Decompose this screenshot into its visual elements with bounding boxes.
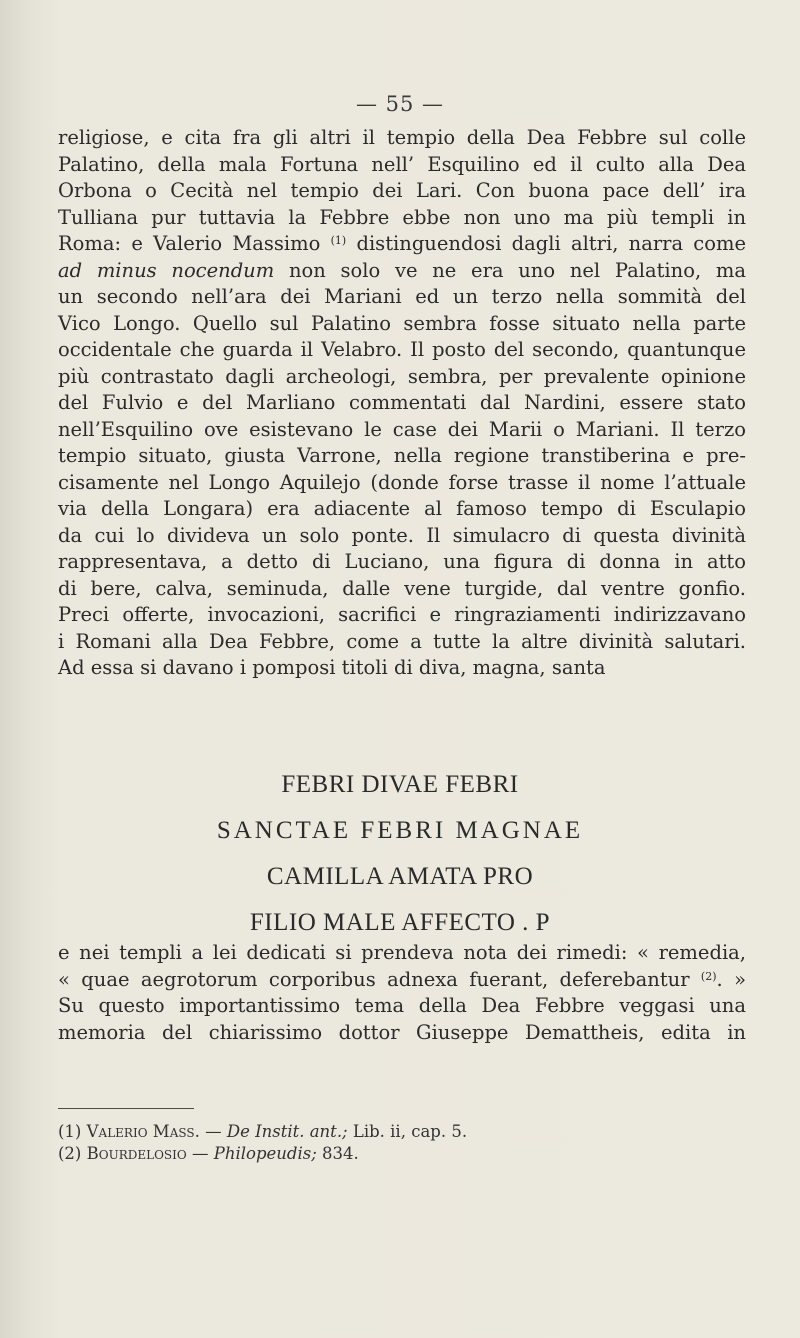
- footnote-dash: —: [186, 1144, 214, 1163]
- text-line: del Fulvio e del Marliano commentati dal Nardini, essere stato: [58, 391, 746, 414]
- text-line: [58, 967, 746, 994]
- footnote-marker: (1): [58, 1122, 82, 1141]
- text-segment: « quae aegrotorum corporibus adnexa fuerant, deferebantur: [58, 967, 701, 991]
- text-line: religiose, e cita fra gli altri il tempio della Dea Febbre sul colle: [58, 126, 746, 149]
- footnote-marker: (2): [58, 1144, 82, 1163]
- footnote-1: [58, 1121, 746, 1143]
- text-line: Ad essa si davano i pomposi titoli di diva, magna, santa: [58, 656, 606, 679]
- inscription-line: FILIO MALE AFFECTO . P: [249, 909, 551, 936]
- text-line: tempio situato, giusta Varrone, nella regione transtiberina e pre-: [58, 444, 746, 467]
- footnote-ref-text: Lib. ii, cap. 5.: [347, 1122, 468, 1141]
- text-line: [58, 258, 746, 285]
- text-line: nell’Esquilino ove esistevano le case dei Marii o Mariani. Il terzo: [58, 417, 746, 441]
- footnote-ref-text: 834.: [316, 1144, 359, 1163]
- footnote-author: Valerio Mass.: [86, 1122, 200, 1141]
- text-line: Palatino, della mala Fortuna nell’ Esquilino ed il culto alla Dea: [58, 152, 746, 176]
- text-line: più contrastato dagli archeologi, sembra, per prevalente opinione: [58, 364, 746, 388]
- text-line: un secondo nell’ara dei Mariani ed un terzo nella sommità del: [58, 285, 746, 308]
- text-line: [58, 231, 746, 258]
- text-line: occidentale che guarda il Velabro. Il posto del secondo, quantunque: [58, 338, 746, 361]
- text-segment: non solo ve ne era uno nel Palatino, ma: [274, 258, 747, 282]
- footnote-ref-1[interactable]: (1): [330, 234, 347, 247]
- text-line: Preci offerte, invocazioni, sacrifici e ringraziamenti indirizzavano: [58, 603, 746, 626]
- text-line: da cui lo divideva un solo ponte. Il simulacro di questa divinità: [58, 523, 746, 547]
- text-line: Orbona o Cecità nel tempio dei Lari. Con buona pace dell’ ira: [58, 179, 746, 202]
- paragraph-after-inscription: [58, 940, 746, 1046]
- footnote-dash: —: [199, 1122, 227, 1141]
- footnotes: [58, 1121, 746, 1165]
- text-line: e nei templi a lei dedicati si prendeva nota dei rimedi: « remedia,: [58, 941, 746, 964]
- latin-inscription: [0, 762, 800, 946]
- inscription-line: SANCTAE FEBRI MAGNAE: [216, 817, 584, 844]
- footnote-title: De Instit. ant.;: [226, 1122, 348, 1141]
- text-line: i Romani alla Dea Febbre, come a tutte la altre divinità salutari.: [58, 629, 746, 653]
- footnote-title: Philopeudis;: [213, 1144, 317, 1163]
- inscription-line: FEBRI DIVAE FEBRI: [281, 771, 519, 798]
- text-segment: Roma: e Valerio Massimo: [58, 232, 331, 255]
- footnote-divider: [58, 1108, 194, 1109]
- text-line: rappresentava, a detto di Luciano, una figura di donna in atto: [58, 550, 746, 573]
- text-line: Vico Longo. Quello sul Palatino sembra fosse situato nella parte: [58, 311, 746, 335]
- text-segment: . »: [716, 967, 746, 991]
- text-segment: distinguendosi dagli altri, narra come: [346, 232, 747, 255]
- text-line: di bere, calva, seminuda, dalle vene turgide, dal ventre gonfio.: [58, 576, 746, 600]
- text-line: via della Longara) era adiacente al famoso tempo di Esculapio: [58, 497, 746, 520]
- footnote-author: Bourdelosio: [86, 1144, 187, 1163]
- italic-phrase: ad minus nocendum: [58, 258, 275, 282]
- footnote-ref-2[interactable]: (2): [700, 969, 717, 983]
- paragraph-main: [58, 125, 746, 682]
- footnote-2: [58, 1143, 746, 1165]
- text-line: memoria del chiarissimo dottor Giuseppe Demattheis, edita in: [58, 1020, 746, 1044]
- text-line: Su questo importantissimo tema della Dea Febbre veggasi una: [58, 994, 746, 1017]
- text-line: cisamente nel Longo Aquilejo (donde forse trasse il nome l’attuale: [58, 470, 746, 494]
- page-number: — 55 —: [355, 92, 445, 116]
- inscription-line: CAMILLA AMATA PRO: [266, 863, 534, 890]
- text-line: Tulliana pur tuttavia la Febbre ebbe non uno ma più templi in: [58, 205, 746, 229]
